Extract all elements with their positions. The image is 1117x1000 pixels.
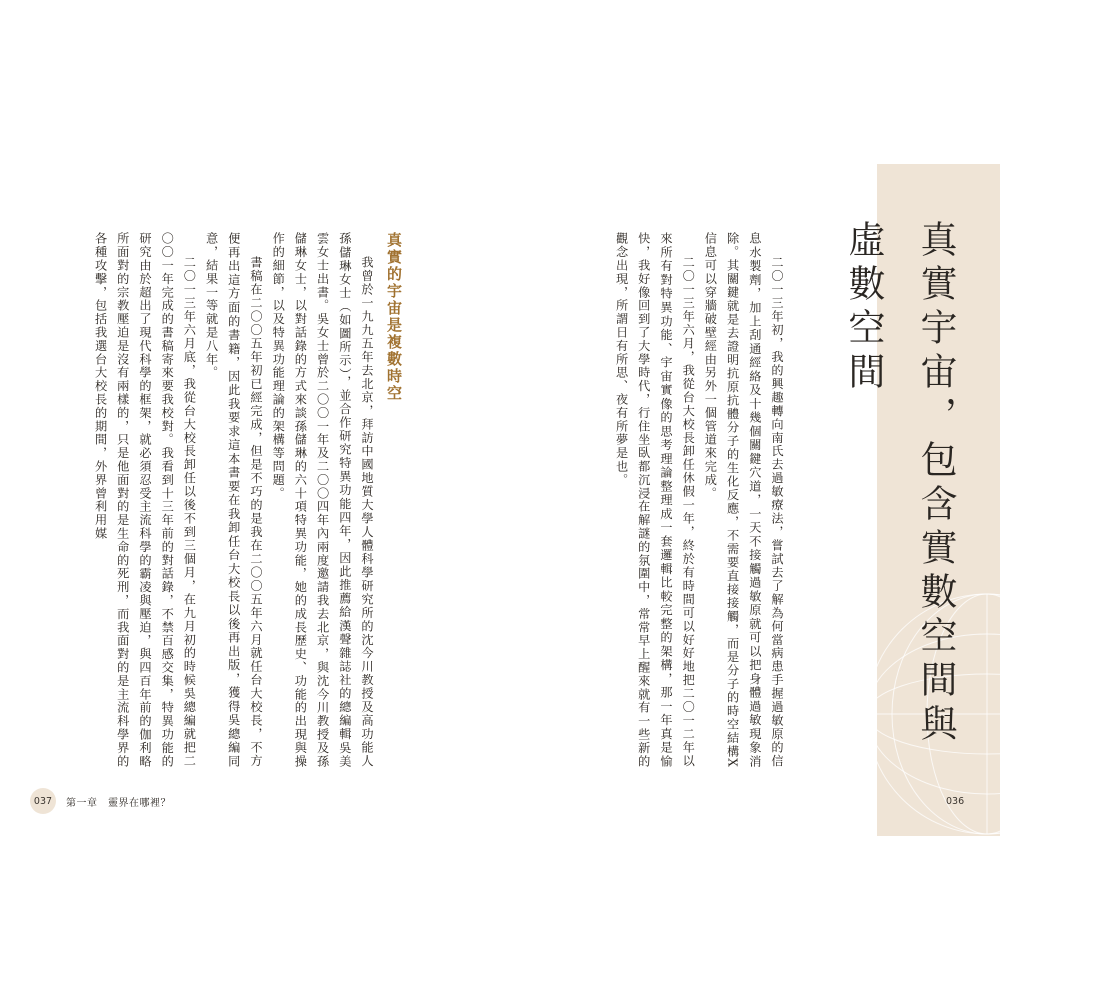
paragraph: 二〇一三年六月，我從台大校長卸任休假一年，終於有時間可以好好地把二〇一二年以來所有對特異功能、宇宙實像的思考理論整理成一套邏輯比較完整的架構，那一年真是愉快，我好像回到了大學時代，行住坐臥都沉浸在解謎的氛圍中，常常早上醒來就有一些新的觀念出現，所謂日有所思、夜有所夢是也。 [614,232,696,768]
chapter-title-panel [842,164,1000,836]
left-page-footer [30,788,171,814]
chapter-title: 真實宇宙，包含實數空間與虛數空間 [842,220,957,748]
paragraph: 書稿在二〇〇五年初已經完成，但是不巧的是我在二〇〇五年六月就任台大校長，不方便再出這方面的書籍，因此我要求這本書要在我卸任台大校長以後再出版，獲得吳總編同意，結果一等就是八年。 [204,232,263,768]
right-page-body [598,232,788,768]
paragraph: 二〇一三年初，我的興趣轉向南氏去過敏療法，嘗試去了解為何當病患手握過敏原的信息水製劑，加上刮通經絡及十幾個關鍵穴道，一天不接觸過敏原就可以把身體過敏現象消除。其關鍵就是去證明抗原抗體分子的生化反應，不需要直接接觸，而是分子的時空結構X信息可以穿牆破壁經由另外一個管道來完成。 [703,232,784,768]
globe-icon [857,584,1117,844]
paragraph: 二〇一三年六月底，我從台大校長卸任以後不到三個月，在九月初的時候吳總編就把二〇〇一年完成的書稿寄來要我校對。我看到十三年前的對話錄，不禁百感交集，特異功能的研究由於超出了現代科學的框架，就必須忍受主流科學的霸凌與壓迫，與四百年前的伽利略所面對的宗教壓迫是沒有兩樣的，只是他面對的是生命的死刑，而我面對的是主流科學界的各種攻擊，包括我選台大校長的期間，外界曾利用媒 [93,232,197,768]
left-page-body [42,232,378,768]
section-heading: 真實的宇宙是複數時空 [385,232,403,402]
page-number: 037 [30,788,56,814]
paragraph: 我曾於一九九五年去北京，拜訪中國地質大學人體科學研究所的沈今川教授及高功能人孫儲琳女士（如圖所示），並合作研究特異功能四年，因此推薦給漢聲雜誌社的總編輯吳美雲女士出書。吳女士曾於二〇〇一年及二〇〇四年內兩度邀請我去北京，與沈今川教授及孫儲琳女士，以對話錄的方式來談孫儲琳的六十項特異功能，她的成長歷史、功能的出現與操作的細節，以及特異功能理論的架構等問題。 [271,232,374,768]
page-number: 036 [946,796,965,807]
running-head: 第一章 靈界在哪裡？ [66,797,171,809]
